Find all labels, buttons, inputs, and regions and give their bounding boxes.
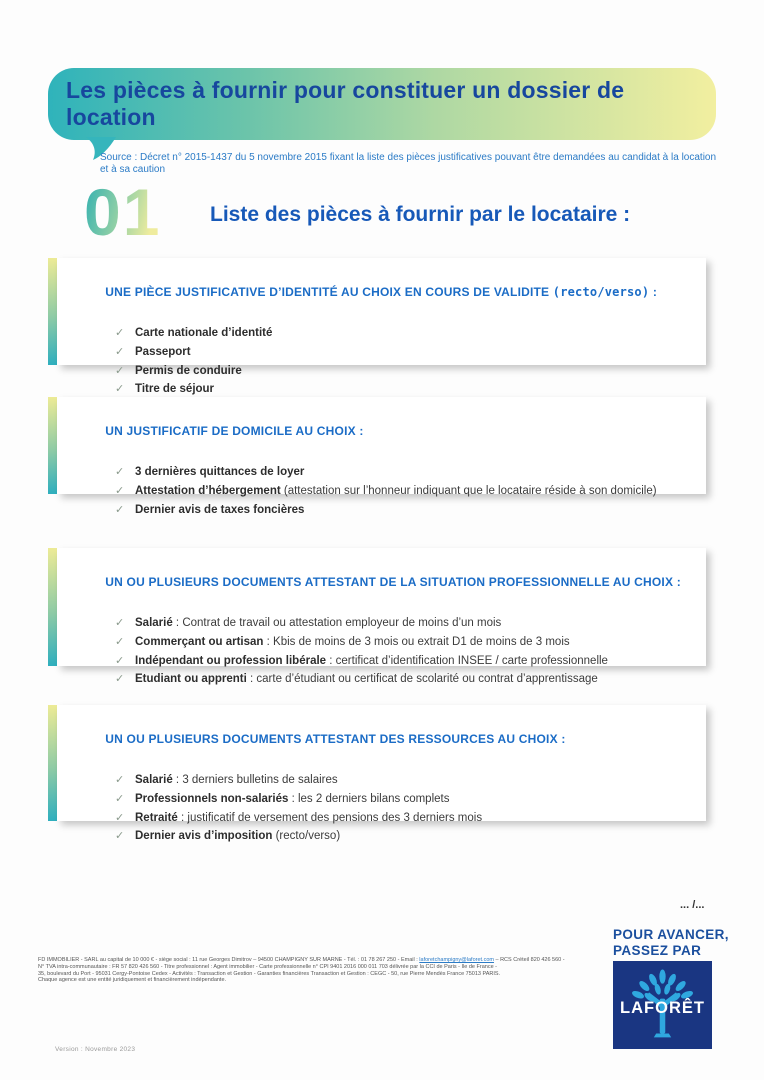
logo-wordmark: LAFORÊT (620, 999, 705, 1017)
legal-line-2: N° TVA intra-communautaire : FR 57 820 426 560 - Titre professionnel : Agent immobilier - Carte professionnelle n° CPI 9401 2016 000 011 703 délivrée par la CCI de Paris - Ile de France - (38, 963, 497, 970)
source-note: Source : Décret n° 2015-1437 du 5 novembre 2015 fixant la liste des pièces justificatives pouvant être demandées au candidat à la location et à sa caution (100, 152, 717, 175)
card-title-suffix: : (557, 732, 566, 746)
card-title-text: UN OU PLUSIEURS DOCUMENTS ATTESTANT DES RESSOURCES AU CHOIX (105, 732, 558, 746)
list-item (77, 827, 688, 846)
check-icon: ✓ (115, 466, 125, 478)
list-item (77, 670, 688, 689)
list-item (77, 633, 688, 652)
item-label: Carte nationale d’identité (135, 327, 273, 339)
card-accent-bar (48, 705, 57, 821)
item-label: Retraité (135, 811, 178, 824)
item-detail: : les 2 derniers bilans complets (288, 792, 450, 805)
item-detail: : carte d’étudiant ou certificat de scolarité ou contrat d’apprentissage (246, 673, 598, 686)
item-detail: : certificat d’identification INSEE / carte professionnelle (326, 654, 608, 667)
list-item (77, 652, 688, 671)
list-item (77, 771, 688, 790)
check-icon: ✓ (115, 673, 125, 686)
email-link[interactable]: laforetchampigny@laforet.com (419, 957, 494, 963)
info-card-resources (48, 705, 706, 843)
card-accent-bar (48, 258, 57, 365)
info-card-identity (48, 258, 706, 396)
legal-line-3: 35, boulevard du Port - 95031 Cergy-Pontoise Cedex - Activités : Transaction et Gestion - Garanties financières Transaction et Gestion : CEGC - 50, rue Pierre Mendès France 75013 PARIS. (38, 970, 501, 977)
version-label: Version : Novembre 2023 (55, 1046, 136, 1053)
item-label: Dernier avis de taxes foncières (135, 503, 305, 516)
card-title-mono: (recto/verso) (552, 285, 650, 299)
laforet-logo (613, 961, 712, 1049)
check-icon: ✓ (115, 383, 125, 396)
card-title-text: UN OU PLUSIEURS DOCUMENTS ATTESTANT DE LA SITUATION PROFESSIONNELLE AU CHOIX (105, 575, 674, 589)
section-number: 01 (84, 175, 162, 249)
list-item (77, 362, 688, 381)
card-title (77, 718, 688, 760)
card-accent-bar (48, 397, 57, 494)
check-icon: ✓ (115, 792, 125, 805)
item-label: Salarié (135, 774, 173, 786)
slogan-line-1: POUR AVANCER, (613, 927, 729, 942)
card-title-suffix: : (649, 285, 658, 299)
legal-notice (38, 957, 598, 984)
check-icon: ✓ (115, 503, 125, 516)
item-label: Dernier avis d’imposition (135, 830, 273, 843)
page-number-placeholder: ... /... (680, 899, 705, 911)
check-icon: ✓ (115, 327, 125, 339)
check-icon: ✓ (115, 484, 125, 497)
card-accent-bar (48, 548, 57, 666)
brand-slogan (613, 927, 729, 959)
section-title: Liste des pièces à fournir par le locataire : (210, 203, 631, 226)
list-item (77, 501, 688, 520)
item-label: Commerçant ou artisan (135, 635, 264, 648)
card-title (77, 410, 688, 452)
item-detail: : justificatif de versement des pensions des 3 derniers mois (177, 811, 483, 824)
check-icon: ✓ (115, 635, 125, 648)
list-item (77, 463, 688, 482)
page-title: Les pièces à fournir pour constituer un dossier de location (66, 77, 625, 130)
item-label: Titre de séjour (135, 383, 215, 396)
item-label: Indépendant ou profession libérale (135, 654, 327, 667)
legal-line-1: FD IMMOBILIER - SARL au capital de 10 000 € - siège social : 11 rue Georges Dimitrov – 94500 CHAMPIGNY SUR MARNE - Tél. : 01 78 267 250 - Email : laforetchampigny@laforet.com – RCS Créteil 820 426 560 - (38, 957, 565, 963)
card-title (77, 561, 688, 603)
item-detail: (attestation sur l’honneur indiquant que le locataire réside à son domicile) (280, 484, 657, 497)
legal-line-4: Chaque agence est une entité juridiquement et financièrement indépendante. (38, 977, 227, 984)
list-item (77, 790, 688, 809)
item-label: Etudiant ou apprenti (135, 673, 247, 686)
item-label: Passeport (135, 345, 191, 358)
item-detail: (recto/verso) (272, 830, 341, 843)
list-item (77, 324, 688, 343)
card-title-text: UN JUSTIFICATIF DE DOMICILE AU CHOIX (105, 424, 356, 438)
item-label: 3 dernières quittances de loyer (135, 466, 305, 478)
info-card-professional-situation (48, 548, 706, 686)
item-label: Permis de conduire (135, 364, 242, 377)
check-icon: ✓ (115, 654, 125, 667)
item-label: Professionnels non-salariés (135, 792, 289, 805)
info-card-domicile (48, 397, 706, 516)
check-icon: ✓ (115, 345, 125, 358)
item-detail: : Contrat de travail ou attestation employeur de moins d’un mois (172, 617, 502, 629)
header-banner (48, 68, 716, 140)
list-item (77, 343, 688, 362)
list-item (77, 482, 688, 501)
item-detail: : 3 derniers bulletins de salaires (172, 774, 338, 786)
card-title-text: UNE PIÈCE JUSTIFICATIVE D’IDENTITÉ AU CHOIX EN COURS DE VALIDITE (105, 285, 553, 299)
check-icon: ✓ (115, 830, 125, 843)
item-detail: : Kbis de moins de 3 mois ou extrait D1 de moins de 3 mois (263, 635, 570, 648)
list-item (77, 614, 688, 633)
card-title-suffix: : (355, 424, 364, 438)
item-label: Salarié (135, 617, 173, 629)
card-title-suffix: : (673, 575, 681, 589)
slogan-line-2: PASSEZ PAR (613, 943, 702, 958)
check-icon: ✓ (115, 617, 125, 629)
item-label: Attestation d’hébergement (135, 484, 281, 497)
card-title (77, 271, 688, 313)
list-item (77, 809, 688, 828)
check-icon: ✓ (115, 811, 125, 824)
check-icon: ✓ (115, 774, 125, 786)
check-icon: ✓ (115, 364, 125, 377)
